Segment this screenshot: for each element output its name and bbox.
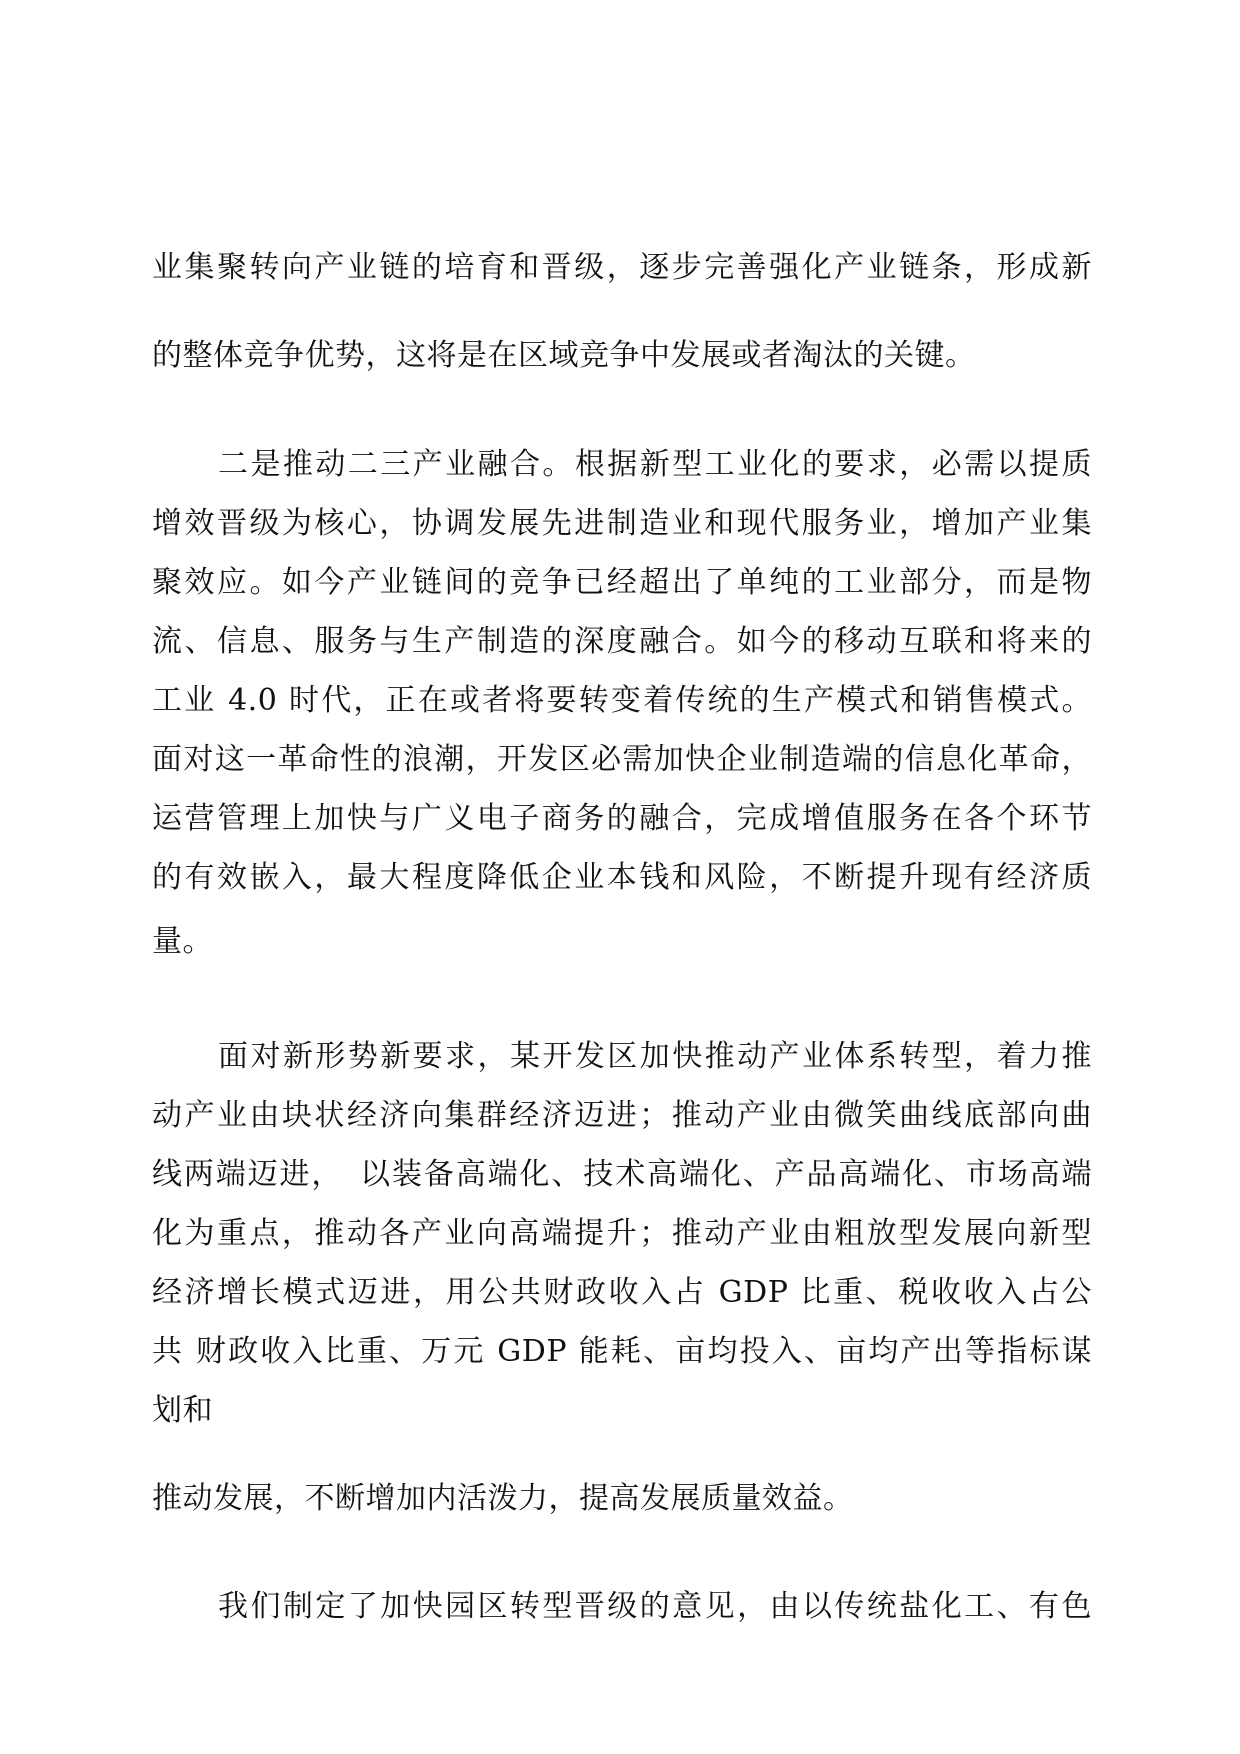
text-line-6: 流、信息、服务与生产制造的深度融合。如今的移动互联和将来的 bbox=[152, 624, 1092, 659]
text-line-5: 聚效应。如今产业链间的竞争已经超出了单纯的工业部分，而是物 bbox=[152, 565, 1092, 600]
text-line-3: 二是推动二三产业融合。根据新型工业化的要求，必需以提质 bbox=[218, 447, 1092, 482]
text-line-16: 经济增长模式迈进，用公共财政收入占 GDP 比重、税收收入占公 bbox=[152, 1275, 1092, 1310]
text-line-9: 运营管理上加快与广义电子商务的融合，完成增值服务在各个环节 bbox=[152, 801, 1092, 836]
text-line-20: 我们制定了加快园区转型晋级的意见，由以传统盐化工、有色 bbox=[218, 1589, 1092, 1624]
text-line-7: 工业 4.0 时代，正在或者将要转变着传统的生产模式和销售模式。 bbox=[152, 683, 1092, 718]
text-line-17: 共 财政收入比重、万元 GDP 能耗、亩均投入、亩均产出等指标谋 bbox=[152, 1334, 1092, 1369]
text-line-1: 业集聚转向产业链的培育和晋级，逐步完善强化产业链条，形成新 bbox=[152, 250, 1092, 285]
text-line-4: 增效晋级为核心，协调发展先进制造业和现代服务业，增加产业集 bbox=[152, 506, 1092, 541]
text-line-8: 面对这一革命性的浪潮，开发区必需加快企业制造端的信息化革命， bbox=[152, 742, 1092, 777]
text-line-12: 面对新形势新要求，某开发区加快推动产业体系转型，着力推 bbox=[218, 1039, 1092, 1074]
text-line-11: 量。 bbox=[152, 924, 213, 959]
text-line-2: 的整体竞争优势，这将是在区域竞争中发展或者淘汰的关键。 bbox=[152, 338, 976, 373]
text-line-14: 线两端迈进， 以装备高端化、技术高端化、产品高端化、市场高端 bbox=[152, 1157, 1092, 1192]
text-line-13: 动产业由块状经济向集群经济迈进；推动产业由微笑曲线底部向曲 bbox=[152, 1098, 1092, 1133]
text-line-10: 的有效嵌入，最大程度降低企业本钱和风险，不断提升现有经济质 bbox=[152, 860, 1092, 895]
text-line-19: 推动发展，不断增加内活泼力，提高发展质量效益。 bbox=[152, 1481, 854, 1516]
text-line-15: 化为重点，推动各产业向高端提升；推动产业由粗放型发展向新型 bbox=[152, 1216, 1092, 1251]
text-line-18: 划和 bbox=[152, 1393, 213, 1428]
